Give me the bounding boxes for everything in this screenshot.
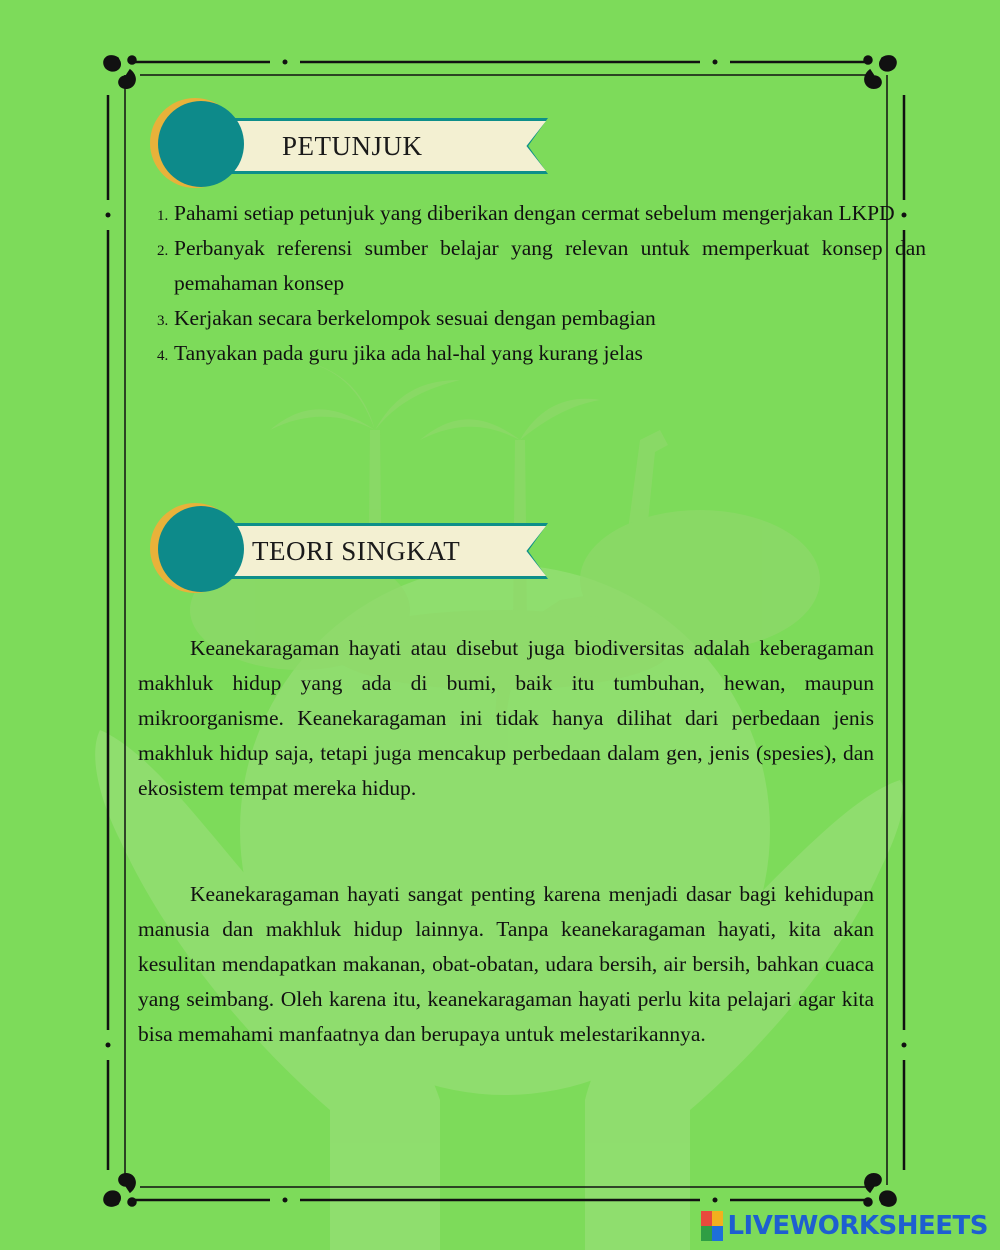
instruction-list: [130, 196, 926, 371]
watermark-text: LIVEWORKSHEETS: [727, 1211, 988, 1241]
list-item: 2. Perbanyak referensi sumber belajar yang relevan untuk memperkuat konsep dan pemahaman konsep: [172, 231, 926, 301]
teori-title: TEORI SINGKAT: [252, 536, 461, 566]
list-item: 3. Kerjakan secara berkelompok sesuai dengan pembagian: [172, 301, 926, 336]
corner-ornament-top-left: [104, 56, 136, 88]
teori-heading: [150, 503, 550, 595]
petunjuk-title: PETUNJUK: [282, 131, 423, 161]
liveworksheets-logo-icon: [701, 1211, 723, 1241]
teori-paragraph-1: Keanekaragaman hayati atau disebut juga biodiversitas adalah keberagaman makhluk hidup yang ada di bumi, baik itu tumbuhan, hewan, maupun mikroorganisme. Keanekaragaman ini tidak hanya dilihat dari perbedaan jenis makhluk hidup saja, tetapi juga mencakup perbedaan dalam gen, jenis (spesies), dan ekosistem tempat mereka hidup.: [138, 636, 874, 800]
petunjuk-heading: [150, 98, 550, 190]
heading-teal-circle: [158, 506, 244, 592]
list-item: 1. Pahami setiap petunjuk yang diberikan dengan cermat sebelum mengerjakan LKPD: [172, 196, 926, 231]
corner-ornament-top-right: [864, 56, 896, 88]
corner-ornament-bottom-right: [864, 1174, 896, 1206]
liveworksheets-watermark[interactable]: [701, 1210, 988, 1242]
heading-teal-circle: [158, 101, 244, 187]
list-item: 4. Tanyakan pada guru jika ada hal-hal yang kurang jelas: [172, 336, 926, 371]
teori-paragraph-2: Keanekaragaman hayati sangat penting karena menjadi dasar bagi kehidupan manusia dan makhluk hidup lainnya. Tanpa keanekaragaman hayati, kita akan kesulitan mendapatkan makanan, obat-obatan, udara bersih, air bersih, bahkan cuaca yang seimbang. Oleh karena itu, keanekaragaman hayati perlu kita pelajari agar kita bisa memahami manfaatnya dan berupaya untuk melestarikannya.: [138, 882, 874, 1046]
corner-ornament-bottom-left: [104, 1174, 136, 1206]
